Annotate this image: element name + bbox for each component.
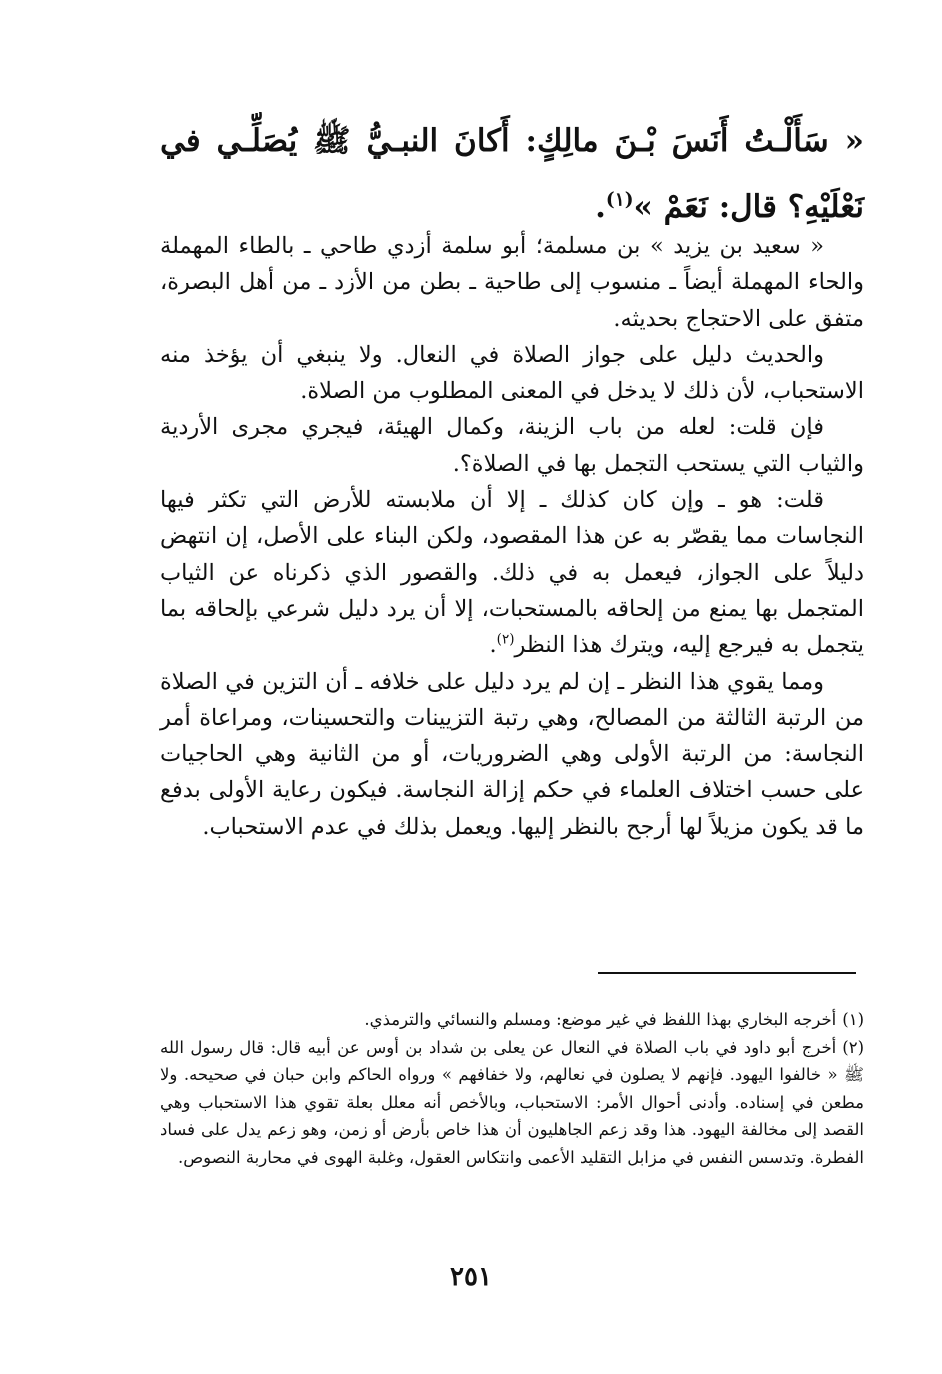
footnote-text: أخرجه البخاري بهذا اللفظ في غير موضع: ومسلم والنسائي والترمذي. bbox=[364, 1010, 837, 1029]
hadith-text-line bbox=[160, 108, 864, 240]
footnote-marker: (٢) bbox=[842, 1037, 864, 1057]
main-text bbox=[160, 228, 864, 845]
page-number: ٢٥١ bbox=[450, 1262, 492, 1292]
paragraph-narrator: « سعيد بن يزيد » بن مسلمة؛ أبو سلمة أزدي طاحي ـ بالطاء المهملة والحاء المهملة أيضاً ـ منسوب إلى طاحية ـ بطن من الأزد ـ من أهل البصرة، متفق على الاحتجاج بحديثه. bbox=[160, 233, 864, 332]
paragraph-answer bbox=[160, 482, 864, 663]
paragraph-support: ومما يقوي هذا النظر ـ إن لم يرد دليل على خلافه ـ أن التزين في الصلاة من الرتبة الثالثة من المصالح، وهي رتبة التزيينات والتحسينات، ومراعاة أمر النجاسة: من الرتبة الأولى وهي الضروريات، أو من الثانية وهي الحاجيات على حسب اختلاف العلماء في حكم إزالة النجاسة. فيكون رعاية الأولى بدفع ما قد يكون مزيلاً لها أرجح بالنظر إليها. ويعمل بذلك في عدم الاستحباب. bbox=[160, 668, 864, 840]
footnotes bbox=[160, 1006, 864, 1171]
footnote-ref-2: (٢) bbox=[496, 631, 515, 648]
paragraph-answer-end: . bbox=[489, 632, 497, 659]
hadith-text: « سَأَلْـتُ أَنَسَ بْـنَ مالِكٍ: أَكانَ النبـيُّ ﷺ يُصَلِّـي في نَعْلَيْهِ؟ قال: نَعَمْ » bbox=[160, 123, 864, 225]
footnote-text: أخرج أبو داود في باب الصلاة في النعال عن يعلى بن شداد بن أوس عن أبيه قال: قال رسول الله ﷺ « خالفوا اليهود. فإنهم لا يصلون في نعالهم، ولا خفافهم » ورواه الحاكم وابن حبان في صحيحه. ولا مطعن في إسناده. وأدنى أحوال الأمر: الاستحباب، وبالأخص أنه معلل بعلة تقوي هذا الاستحباب وهي القصد إلى مخالفة اليهود. هذا وقد زعم الجاهليون أن هذا خاص بأرض أو زمن، وهو زعم يدل على فساد الفطرة. وتدسس النفس في مزابل التقليد الأعمى وانتكاس العقول، وغلبة الهوى في محاربة النصوص. bbox=[160, 1037, 864, 1167]
hadith-end-mark: . bbox=[595, 189, 606, 225]
paragraph-objection: فإن قلت: لعله من باب الزينة، وكمال الهيئة، فيجري مجرى الأردية والثياب التي يستحب التجمل بها في الصلاة؟. bbox=[160, 414, 864, 477]
footnote-ref-1: (١) bbox=[605, 189, 634, 211]
footnote-item bbox=[160, 1034, 864, 1172]
footnote-separator bbox=[598, 972, 856, 974]
footnote-item bbox=[160, 1006, 864, 1034]
paragraph-ruling: والحديث دليل على جواز الصلاة في النعال. ولا ينبغي أن يؤخذ منه الاستحباب، لأن ذلك لا يدخل في المعنى المطلوب من الصلاة. bbox=[160, 341, 864, 405]
footnote-marker: (١) bbox=[842, 1010, 864, 1029]
paragraph-answer-text: قلت: هو ـ وإن كان كذلك ـ إلا أن ملابسته للأرض التي تكثر فيها النجاسات مما يقصّر به عن هذا المقصود، ولكن البناء على الأصل، إن انتهض دليلاً على الجواز، فيعمل به في ذلك. والقصور الذي ذكرناه عن الثياب المتجمل بها يمنع من إلحاقه بالمستحبات، إلا أن يرد دليل شرعي بإلحاقه بما يتجمل به فيرجع إليه، ويترك هذا النظر bbox=[160, 487, 864, 659]
hadith-quote bbox=[160, 108, 864, 240]
